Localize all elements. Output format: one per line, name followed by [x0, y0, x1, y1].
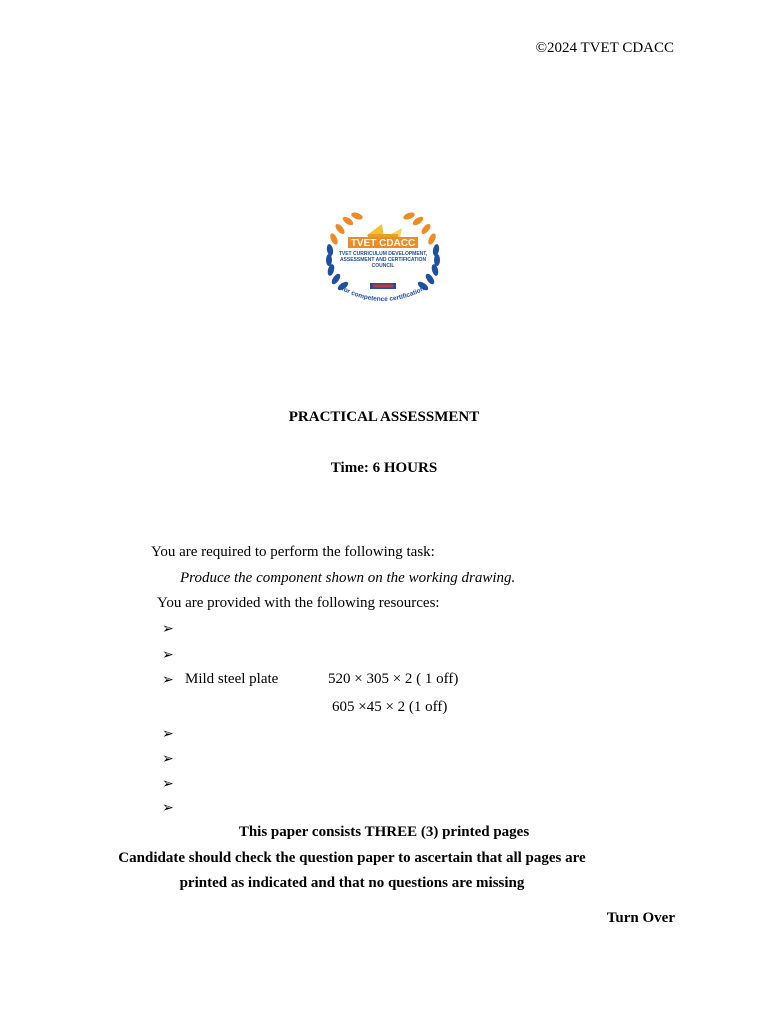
- bullet-arrow-icon: ➢: [162, 648, 174, 663]
- logo-org-line-3: COUNCIL: [371, 263, 395, 269]
- bullet-arrow-icon: ➢: [162, 752, 174, 767]
- bullet-arrow-icon: ➢: [162, 673, 174, 688]
- footer-instruction-line-1: Candidate should check the question paper to ascertain that all pages are: [118, 850, 586, 866]
- page-title: PRACTICAL ASSESSMENT: [288, 409, 480, 425]
- turn-over-label: Turn Over: [606, 910, 675, 926]
- bullet-arrow-icon: ➢: [162, 801, 174, 816]
- resource-item-spec: 520 × 305 × 2 ( 1 off): [328, 671, 459, 687]
- copyright-notice: ©2024 TVET CDACC: [535, 40, 674, 56]
- bullet-arrow-icon: ➢: [162, 777, 174, 792]
- resource-item-spec: 605 ×45 × 2 (1 off): [332, 699, 448, 715]
- footer-instruction-line-2: printed as indicated and that no questions are missing: [179, 875, 525, 891]
- logo-org-line-1: TVET CURRICULUM DEVELOPMENT,: [338, 251, 428, 257]
- bullet-arrow-icon: ➢: [162, 727, 174, 742]
- task-description: Produce the component shown on the working drawing.: [180, 570, 516, 586]
- logo-org-line-2: ASSESSMENT AND CERTIFICATION: [339, 257, 427, 263]
- logo-name-text: TVET CDACC: [350, 238, 416, 249]
- book-emblem: [366, 224, 402, 238]
- resource-item-label: Mild steel plate: [185, 671, 279, 687]
- tvet-cdacc-logo: [324, 210, 442, 310]
- footer-page-count: This paper consists THREE (3) printed pages: [238, 824, 530, 840]
- logo-badge-stripe: [373, 285, 393, 288]
- task-intro: You are required to perform the following task:: [151, 544, 435, 560]
- resources-intro: You are provided with the following resources:: [157, 595, 440, 611]
- logo-tagline: for competence certification: [340, 285, 426, 304]
- bullet-arrow-icon: ➢: [162, 622, 174, 637]
- time-allowed: Time: 6 HOURS: [330, 460, 438, 476]
